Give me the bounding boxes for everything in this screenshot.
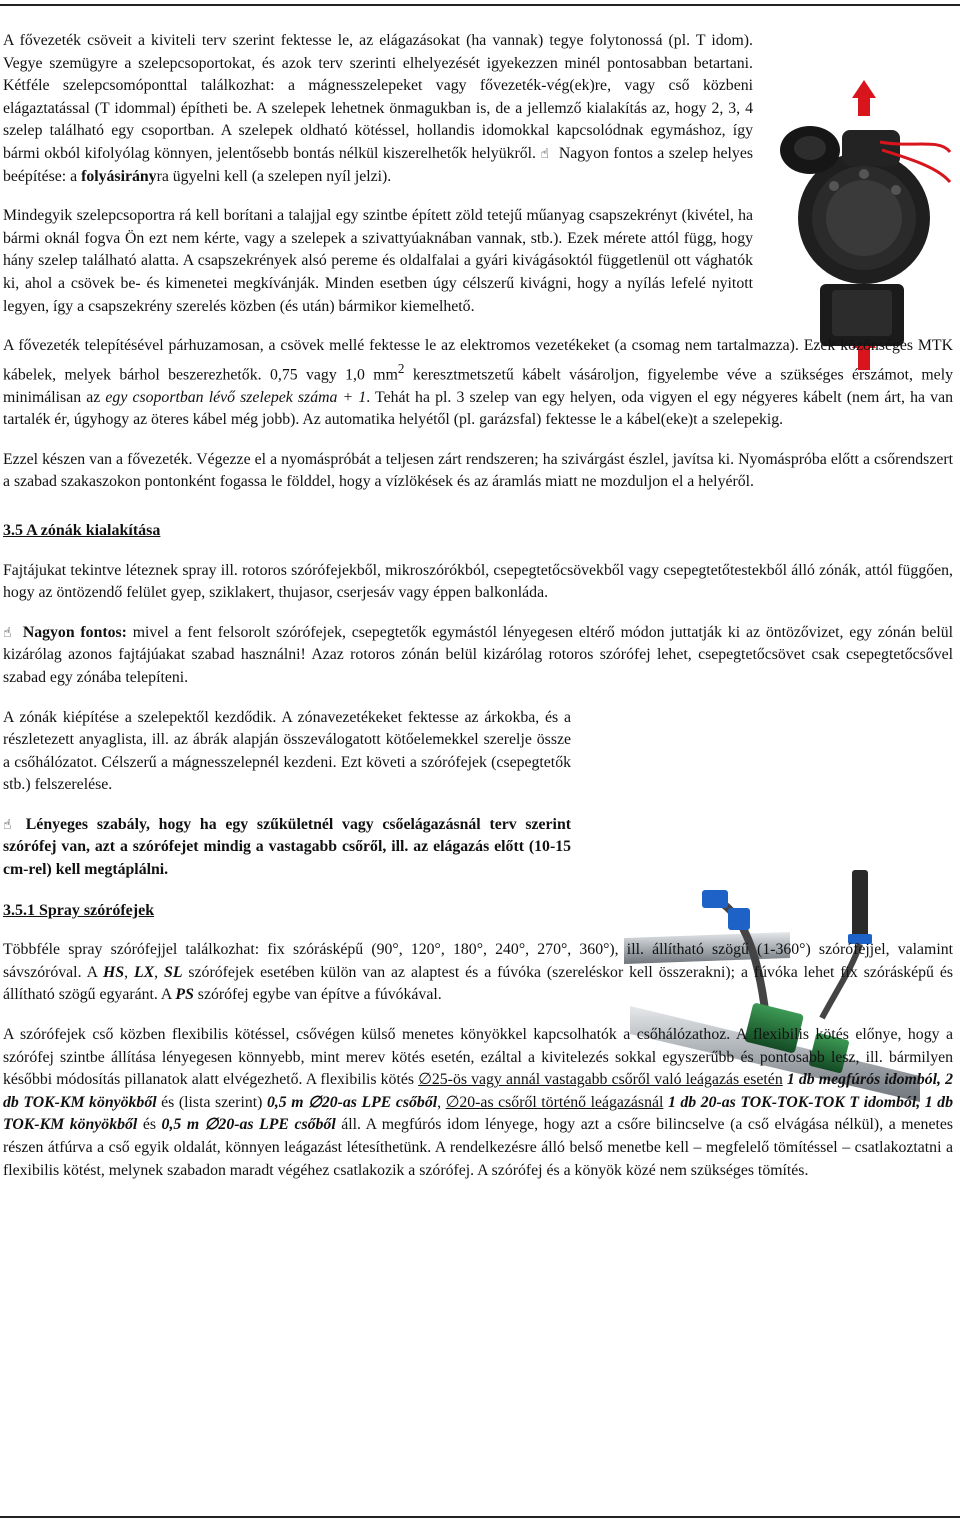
paragraph-text: és (lista szerint)	[156, 1093, 267, 1111]
bold-italic-text: 1 db megfúrós idomból, 2 db TOK-KM könyökből	[3, 1071, 954, 1111]
paragraph-main-pipe-valves	[3, 30, 753, 188]
paragraph-text: A fővezeték telepítésével párhuzamosan, a csövek mellé fektesse le az elektromos vezetékeket (a csomag nem tartalmazza). Ezek közönséges MTK kábelek, melyek bárhol beszerezhetők. 0,75 vagy 1,0 mm	[3, 337, 953, 383]
bold-italic-text: 0,5 m ∅20-as LPE csőből	[161, 1116, 336, 1134]
paragraph-zone-build: A zónák kiépítése a szelepektől kezdődik. A zónavezetékeket fektesse az árkokba, és a részletezett anyaglista, ill. az ábrák alapján összeválogatott kötőelemekkel szerelje össze a csőhálózatot. Célszerű a mágnesszelepnél kezdeni. Ezt követi a szórófejek (csepegtetők stb.) felszerelése.	[3, 708, 571, 794]
paragraph-rule	[3, 814, 571, 882]
bold-text: Nagyon fontos:	[22, 623, 127, 641]
model-sl: SL	[164, 963, 183, 981]
paragraph-text: . Tehát ha pl. 3 szelep van egy helyen, oda vigyen el egy négyeres kábelt (nem árt, ha van tartalék ér, úgyhogy az öteres kábel még jobb). Az automatika helyétől (pl. garázsfal) fektesse le a kábel(eke)t a szelepekig.	[3, 388, 953, 429]
underlined-text: ∅20-as csőről történő leágazásnál	[445, 1093, 664, 1111]
paragraph-text: ,	[124, 963, 134, 981]
paragraph-valve-boxes: Mindegyik szelepcsoportra rá kell borítani a talajjal egy szintbe épített zöld tetejű műanyag csapszekrényt (kivétel, ha bármi oknál fogva Ön ezt nem kérte, vagy a szelepek a szivattyúaknában vannak, stb.). Ezek mérete attól függ, hogy hány szelep található alatta. A csapszekrények alsó pereme és oldalfalai a gyári kivágásoktól függetlenül ott vághatók ki, ahol a csövek be- és kimenetei megkívánják. Minden esetben úgy célszerű kivágni, hogy a nyílás lefelé nyitott legyen, így a csapszekrény szerelés közben (és után) bármikor kiemelhető.	[3, 207, 753, 315]
paragraph-important	[3, 622, 953, 690]
paragraph-text: A szórófejek cső közben flexibilis kötéssel, csővégen külső menetes könyökkel kapcsolhatók a csőhálózathoz. A flexibilis kötés előnye, hogy a szórófej szintbe állítása lényegesen könnyebb, mint merev kötés esetén, ezáltal a kivitelezés sokkal egyszerűbb és pontosabb lesz, ill. bármilyen későbbi módosítás pillanatok alatt elvégezhető. A flexibilis kötés	[3, 1026, 953, 1089]
paragraph-cables	[3, 335, 953, 432]
italic-text: egy csoportban lévő szelepek száma + 1	[105, 388, 367, 406]
top-rule	[0, 4, 960, 6]
model-ps: PS	[175, 986, 194, 1004]
bold-italic-text: 1 db 20-as TOK-TOK-TOK T idomból, 1 db TOK-KM könyökből	[3, 1093, 953, 1134]
bold-italic-text: 0,5 m ∅20-as LPE csőből	[266, 1093, 438, 1111]
pointing-hand-icon: ☝	[540, 145, 549, 162]
paragraph-spray-types	[3, 939, 953, 1007]
paragraph-text: mivel a fent felsorolt szórófejek, csepegtetők egymástól lényegesen eltérő módon juttatják ki az öntözővizet, egy zónán belül kizárólag azonos fajtájúakat szabad használni! Azaz rotoros zónán belül kizárólag rotoros szórófej lehet, csepegtetőcsövet csak csepegtetőcsővel szabad egy zónába telepíteni.	[3, 623, 954, 686]
paragraph-text: ,	[437, 1093, 446, 1111]
paragraph-text: keresztmetszetű kábelt vásároljon, figyelembe véve a szükséges érszámot, mely minimálisan az	[3, 365, 953, 406]
paragraph-text: Nagyon fontos a szelep helyes beépítése: a	[3, 144, 753, 185]
paragraph-pressure-test: Ezzel készen van a fővezeték. Végezze el a nyomáspróbát a teljesen zárt rendszeren; ha szivárgást észlel, javítsa ki. Nyomáspróba előtt a csőrendszert a szabad szakaszokon pontonként fogassa le földdel, hogy a vízlökések és az áramlás miatt ne mozduljon el a helyéről.	[3, 450, 953, 491]
superscript: 2	[397, 360, 405, 376]
underlined-text: ∅25-ös vagy annál vastagabb csőről való leágazás esetén	[418, 1071, 783, 1089]
paragraph-text: ,	[154, 963, 165, 981]
paragraph-text: szórófej egybe van építve a fúvókával.	[193, 986, 442, 1004]
paragraph-text: áll. A megfúrós idom lényege, hogy azt a csőre bilincselve (a cső elvágása nélkül), a menetes részen átfúrva a cső egyik oldalát, könnyen leágazást létesíthetünk. A rendelkezésre álló belső menetbe kell – megfelelő tömítéssel – csatlakoztatni a flexibilis kötést, melynek szabadon maradt végéhez csatlakozik a szórófej. A szórófej és a könyök közé nem szükséges tömítés.	[3, 1116, 954, 1179]
model-hs: HS	[103, 963, 125, 981]
paragraph-text: és	[137, 1116, 162, 1134]
document-page	[3, 30, 953, 1182]
bold-text: folyásirány	[81, 167, 157, 185]
bottom-rule	[0, 1516, 960, 1518]
section-heading-3-5: 3.5 A zónák kialakítása	[3, 521, 161, 539]
paragraph-zone-types: Fajtájukat tekintve léteznek spray ill. rotoros szórófejekből, mikroszórókból, csepegtetőcsövekből vagy csepegtetőtestekből álló zónák, attól függően, hogy az öntözendő felület gyep, sziklakert, thujasor, cserjesáv vagy éppen balkonláda.	[3, 561, 953, 602]
paragraph-text: szórófejek esetében külön van az alaptest és a fúvóka (szereléskor kell összerakni); a fúvóka lehet fix szórásképű és állítható szögű egyaránt. A	[3, 963, 954, 1004]
bold-text: Lényeges szabály, hogy ha egy szűkületnél vagy csőelágazásnál terv szerint szórófej van, azt a szórófejet mindig a vastagabb csőről, ill. az elágazás előtt (10-15 cm-rel) kell megtáplálni.	[3, 815, 571, 879]
paragraph-text: ra ügyelni kell (a szelepen nyíl jelzi).	[156, 167, 392, 185]
paragraph-flex-connection	[3, 1024, 953, 1182]
paragraph-text: A fővezeték csöveit a kiviteli terv szerint fektesse le, az elágazásokat (ha vannak) tegye folytonossá (pl. T idom). Vegye szemügyre a szelepcsoportokat, és azok terv szerinti elhelyezését igyekezzen minél pontosabban betartani. Kétféle szelepcsomóponttal találkozhat: a mágnesszelepeket vagy fővezeték-vég(ek)re, vagy cső közbeni elágaztatással (T idommal) építheti be. A szelepek lehetnek önmagukban is, de a jellemző kialakítás az, hogy 2, 3, 4 szelep található egy csoportban. A szelepek oldható kötéssel, hollandis idomokkal kapcsolódnak egymáshoz, így bármi okból kifolyólag könnyen, jelentősebb bontás nélkül kiszerelhetők helyükről.	[3, 32, 753, 162]
paragraph-text: Többféle spray szórófejjel találkozhat: fix szórásképű (90°, 120°, 180°, 240°, 270°, 360°), ill. állítható szögű (1-360°) szórófejjel, valamint sávszóróval. A	[3, 941, 953, 981]
pointing-hand-icon: ☝	[3, 816, 12, 833]
model-lx: LX	[133, 963, 155, 981]
pointing-hand-icon: ☝	[3, 624, 12, 641]
section-heading-3-5-1: 3.5.1 Spray szórófejek	[3, 901, 155, 919]
